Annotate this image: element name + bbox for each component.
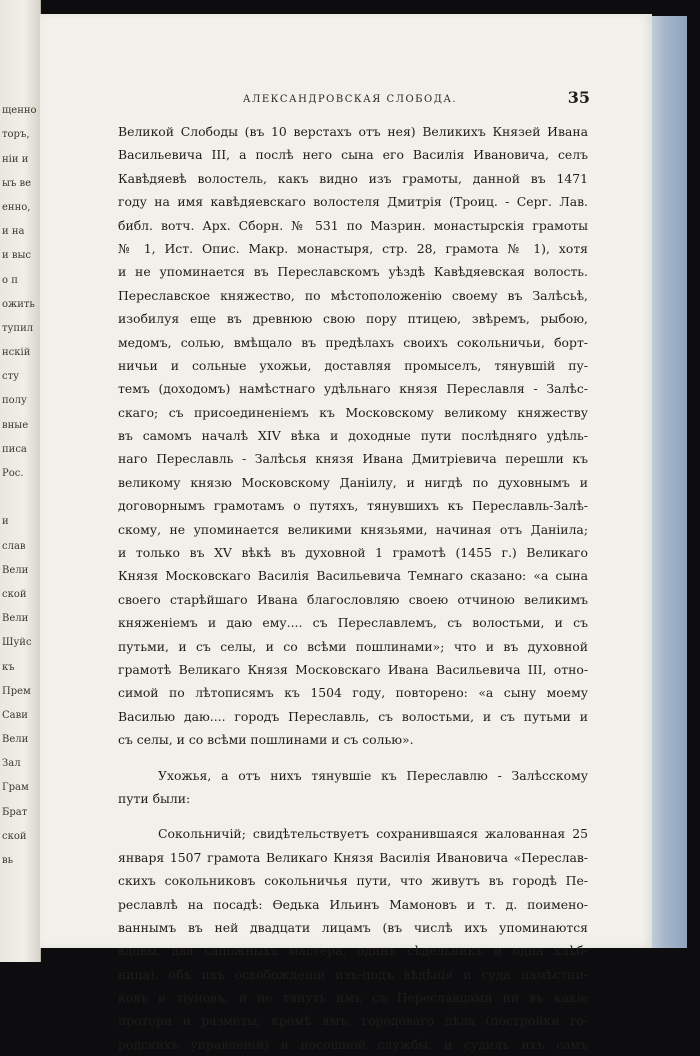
book-cover-edge (648, 16, 687, 948)
text-line: библ. вотч. Арх. Сборн. № 531 по Мазрин. монастырскія грамоты (118, 217, 588, 233)
left-page-fragment: и на (2, 226, 25, 238)
text-line: скихъ сокольниковъ сокольничья пути, что живутъ въ городѣ Пе- (118, 873, 588, 889)
text-line: и не упоминается въ Переславскомъ уѣздѣ Кавѣдяевская волость. (118, 264, 588, 280)
text-line: Переславское княжество, по мѣстоположенію своему въ Залѣсьѣ, (118, 287, 588, 303)
left-page-fragment: о п (2, 274, 18, 286)
left-page-fragment: ской (2, 830, 27, 842)
text-line: и только въ XV вѣкѣ въ духовной 1 грамотѣ (1455 г.) Великаго (118, 545, 588, 561)
left-page-fragment: слав (2, 540, 26, 552)
left-page-fragment: щенно (2, 105, 37, 117)
left-page-fragment: вные (2, 419, 29, 431)
text-line: грамотѣ Великаго Князя Московскаго Ивана Васильевича III, отно- (118, 661, 588, 677)
left-page-fragment: Грам (2, 782, 29, 794)
text-line: наго Переславль - Залѣсья князя Ивана Дмитріевича перешли къ (118, 451, 588, 467)
book-page (40, 14, 652, 1052)
left-page-fragment: и выс (2, 250, 32, 262)
left-page-fragment: тупил (2, 322, 34, 334)
left-page-fragment: Зал (2, 758, 21, 770)
left-page-fragment (2, 75, 40, 99)
left-page-fragment: Вели (2, 734, 29, 746)
page-number: 35 (567, 88, 590, 107)
left-page-fragment: Вели (2, 613, 29, 625)
left-page-fragment (2, 486, 40, 510)
text-line: протори и разметы, кромѣ ямъ, городоваго дѣла (постройки го- (118, 1013, 588, 1029)
left-page-fragment: Шуйс (2, 637, 32, 649)
left-page-text-fragments (0, 0, 40, 873)
left-page-fragment: полу (2, 395, 27, 407)
text-line: скаго; съ присоединеніемъ къ Московскому великому княжеству (118, 404, 588, 420)
text-line: темъ (доходомъ) намѣстнаго удѣльнаго князя Переславля - Залѣс- (118, 381, 588, 397)
left-page-fragment: Прем (2, 685, 31, 697)
left-page-fragment: ской (2, 588, 27, 600)
paragraph-2 (118, 764, 588, 811)
text-line: году на имя кавѣдяевскаго волостеля Дмитрія (Троиц. - Серг. Лав. (118, 194, 588, 210)
text-line: путьми, и съ селы, и со всѣми пошлинами»; что и въ духовной (118, 638, 588, 654)
left-page-fragment: енно, (2, 201, 31, 213)
text-line: ница), объ ихъ освобожденіи изъ-подъ вѣдѣнія и суда намѣстни- (118, 966, 588, 982)
left-page-fragment: торъ, (2, 129, 30, 141)
text-line: № 1, Ист. Опис. Макр. монастыря, стр. 28, грамота № 1), хотя (118, 240, 588, 256)
left-page-edge (0, 0, 41, 962)
left-page-fragment: ожить (2, 298, 35, 310)
text-line: родскихъ управленій) и посошной службы, и судилъ ихъ самъ (118, 1036, 588, 1052)
text-line: Князя Московскаго Василія Васильевича Темнаго сказано: «а сына (118, 568, 588, 584)
text-line: своего старѣйшаго Ивана благословляю своею отчиною великимъ (118, 591, 588, 607)
text-line: медомъ, солью, вмѣщало въ предѣлахъ своихъ сокольничьи, борт- (118, 334, 588, 350)
left-page-fragment: писа (2, 443, 27, 455)
running-head: АЛЕКСАНДРОВСКАЯ СЛОБОДА. (242, 94, 458, 105)
paragraph-3 (118, 822, 588, 1056)
text-line: съ селы, и со всѣми пошлинами и съ солью». (118, 732, 414, 748)
text-line: договорнымъ грамотамъ о путяхъ, тянувшихъ къ Переславль-Залѣ- (118, 498, 588, 514)
left-page-fragment: сту (2, 371, 20, 383)
text-line: января 1507 грамота Великаго Князя Василія Ивановича «Переслав- (118, 849, 588, 865)
left-page-fragment: нскій (2, 347, 31, 359)
text-line: пути были: (118, 790, 191, 806)
text-line: скому, не упоминается великими князьями, начиная отъ Даніила; (118, 521, 588, 537)
left-page-fragment: и (2, 516, 9, 528)
text-line: Василью даю.... городъ Переславль, съ волостьми, и съ путьми и (118, 708, 588, 724)
text-line: ваннымъ въ ней двадцати лицамъ (въ числѣ ихъ упоминаются (118, 919, 588, 935)
left-page-fragment: Брат (2, 806, 28, 818)
text-line: ничьи и сольные ухожьи, доставляя промыселъ, тянувшій пу- (118, 357, 588, 373)
text-line: ковъ и тіуновъ, и не тянуть имъ съ Переславцами ни въ какіе (118, 990, 588, 1006)
text-line: княженіемъ и даю ему.... съ Переславлемъ, съ волостьми, и съ (118, 615, 588, 631)
text-line: Васильевича III, а послѣ него сына его Василія Ивановича, селъ (118, 147, 588, 163)
left-page-fragment: вь (2, 855, 14, 866)
left-page-fragment: Рос. (2, 468, 24, 479)
left-page-fragment: Вели (2, 564, 29, 576)
body-text (118, 120, 588, 1056)
text-line: великому князю Московскому Даніилу, и нигдѣ по духовнымъ и (118, 474, 588, 490)
text-line: вдовы, два сапожныхъ мастера, одинъ сѣдельникъ и одна хлѣб- (118, 943, 588, 959)
text-line: Кавѣдяевѣ волостель, какъ видно изъ грамоты, данной въ 1471 (118, 170, 588, 186)
text-line: Великой Слободы (въ 10 верстахъ отъ нея) Великихъ Князей Ивана (118, 124, 588, 139)
text-line: Сокольничій; свидѣтельствуетъ сохранившаяся жалованная 25 (158, 826, 588, 842)
text-line: въ самомъ началѣ XIV вѣка и доходные пути послѣдняго удѣль- (118, 428, 588, 444)
text-line: Ухожья, а отъ нихъ тянувшіе къ Переславлю - Залѣсскому (158, 767, 588, 783)
text-line: реславлѣ на посадѣ: Ѳедька Ильинъ Мамоновъ и т. д. поимено- (118, 896, 588, 912)
left-page-fragment: Сави (2, 709, 28, 721)
paragraph-1 (118, 120, 588, 752)
left-page-fragment: ніи и (2, 153, 29, 165)
text-line: изобилуя еще въ древнюю свою пору птицею, звѣремъ, рыбою, (118, 311, 588, 327)
text-line: симой по лѣтописямъ къ 1504 году, повторено: «а сыну моему (118, 685, 588, 701)
left-page-fragment: къ (2, 661, 15, 673)
left-page-fragment: ыъ ве (2, 177, 32, 189)
